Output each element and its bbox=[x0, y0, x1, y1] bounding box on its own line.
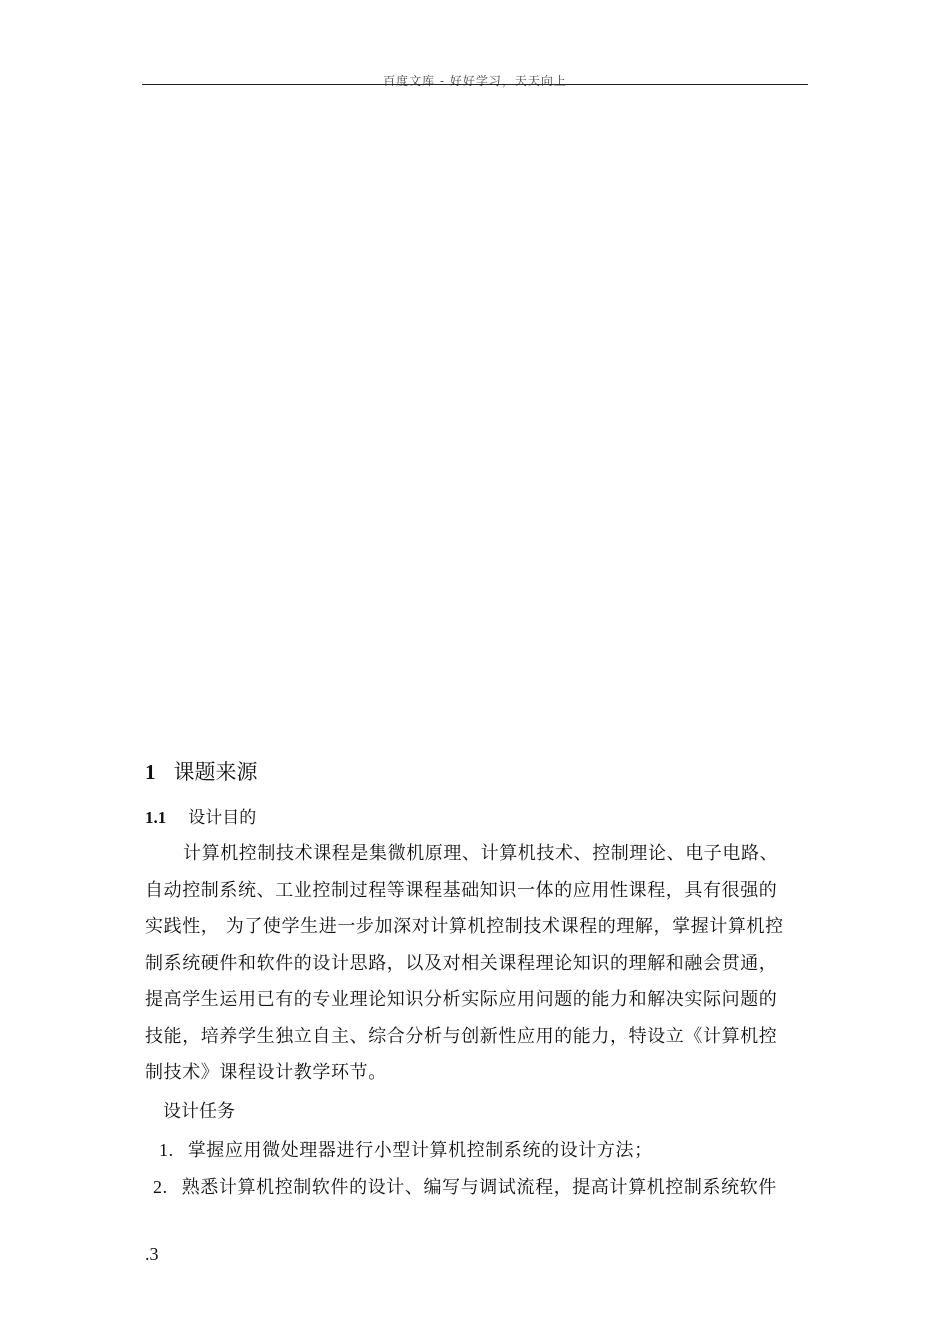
body-paragraph bbox=[145, 836, 813, 1092]
task-number: 2. bbox=[153, 1177, 168, 1197]
paragraph-line: 计算机控制技术课程是集微机原理、计算机技术、控制理论、电子电路、 bbox=[183, 843, 779, 864]
page-number: .3 bbox=[145, 1244, 159, 1264]
section-title: 课题来源 bbox=[173, 760, 258, 784]
task-text: 掌握应用微处理器进行小型计算机控制系统的设计方法； bbox=[187, 1140, 653, 1161]
paragraph-line: 自动控制系统、工业控制过程等课程基础知识一体的应用性课程，具有很强的 bbox=[145, 879, 778, 901]
task-text: 熟悉计算机控制软件的设计、编写与调试流程，提高计算机控制系统软件 bbox=[181, 1177, 777, 1198]
section-heading bbox=[145, 756, 258, 786]
subsection-heading bbox=[145, 803, 256, 828]
header-divider bbox=[142, 84, 808, 85]
paragraph-line: 制技术》课程设计教学环节。 bbox=[145, 1062, 387, 1083]
task-number: 1. bbox=[159, 1140, 174, 1160]
task-heading: 设计任务 bbox=[163, 1101, 235, 1122]
subsection-title: 设计目的 bbox=[188, 808, 257, 828]
task-list-item bbox=[153, 1173, 777, 1199]
page-header: 百度文库 - 好好学习，天天向上 bbox=[383, 74, 567, 88]
task-list-item bbox=[159, 1136, 653, 1162]
paragraph-line: 技能，培养学生独立自主、综合分析与创新性应用的能力，特设立《计算机控 bbox=[145, 1025, 778, 1047]
subsection-number: 1.1 bbox=[145, 808, 167, 827]
paragraph-line: 提高学生运用已有的专业理论知识分析实际应用问题的能力和解决实际问题的 bbox=[145, 989, 778, 1010]
section-number: 1 bbox=[145, 760, 156, 784]
paragraph-line: 实践性， 为了使学生进一步加深对计算机控制技术课程的理解，掌握计算机控 bbox=[145, 916, 784, 937]
paragraph-line: 制系统硬件和软件的设计思路，以及对相关课程理论知识的理解和融会贯通， bbox=[145, 952, 778, 974]
